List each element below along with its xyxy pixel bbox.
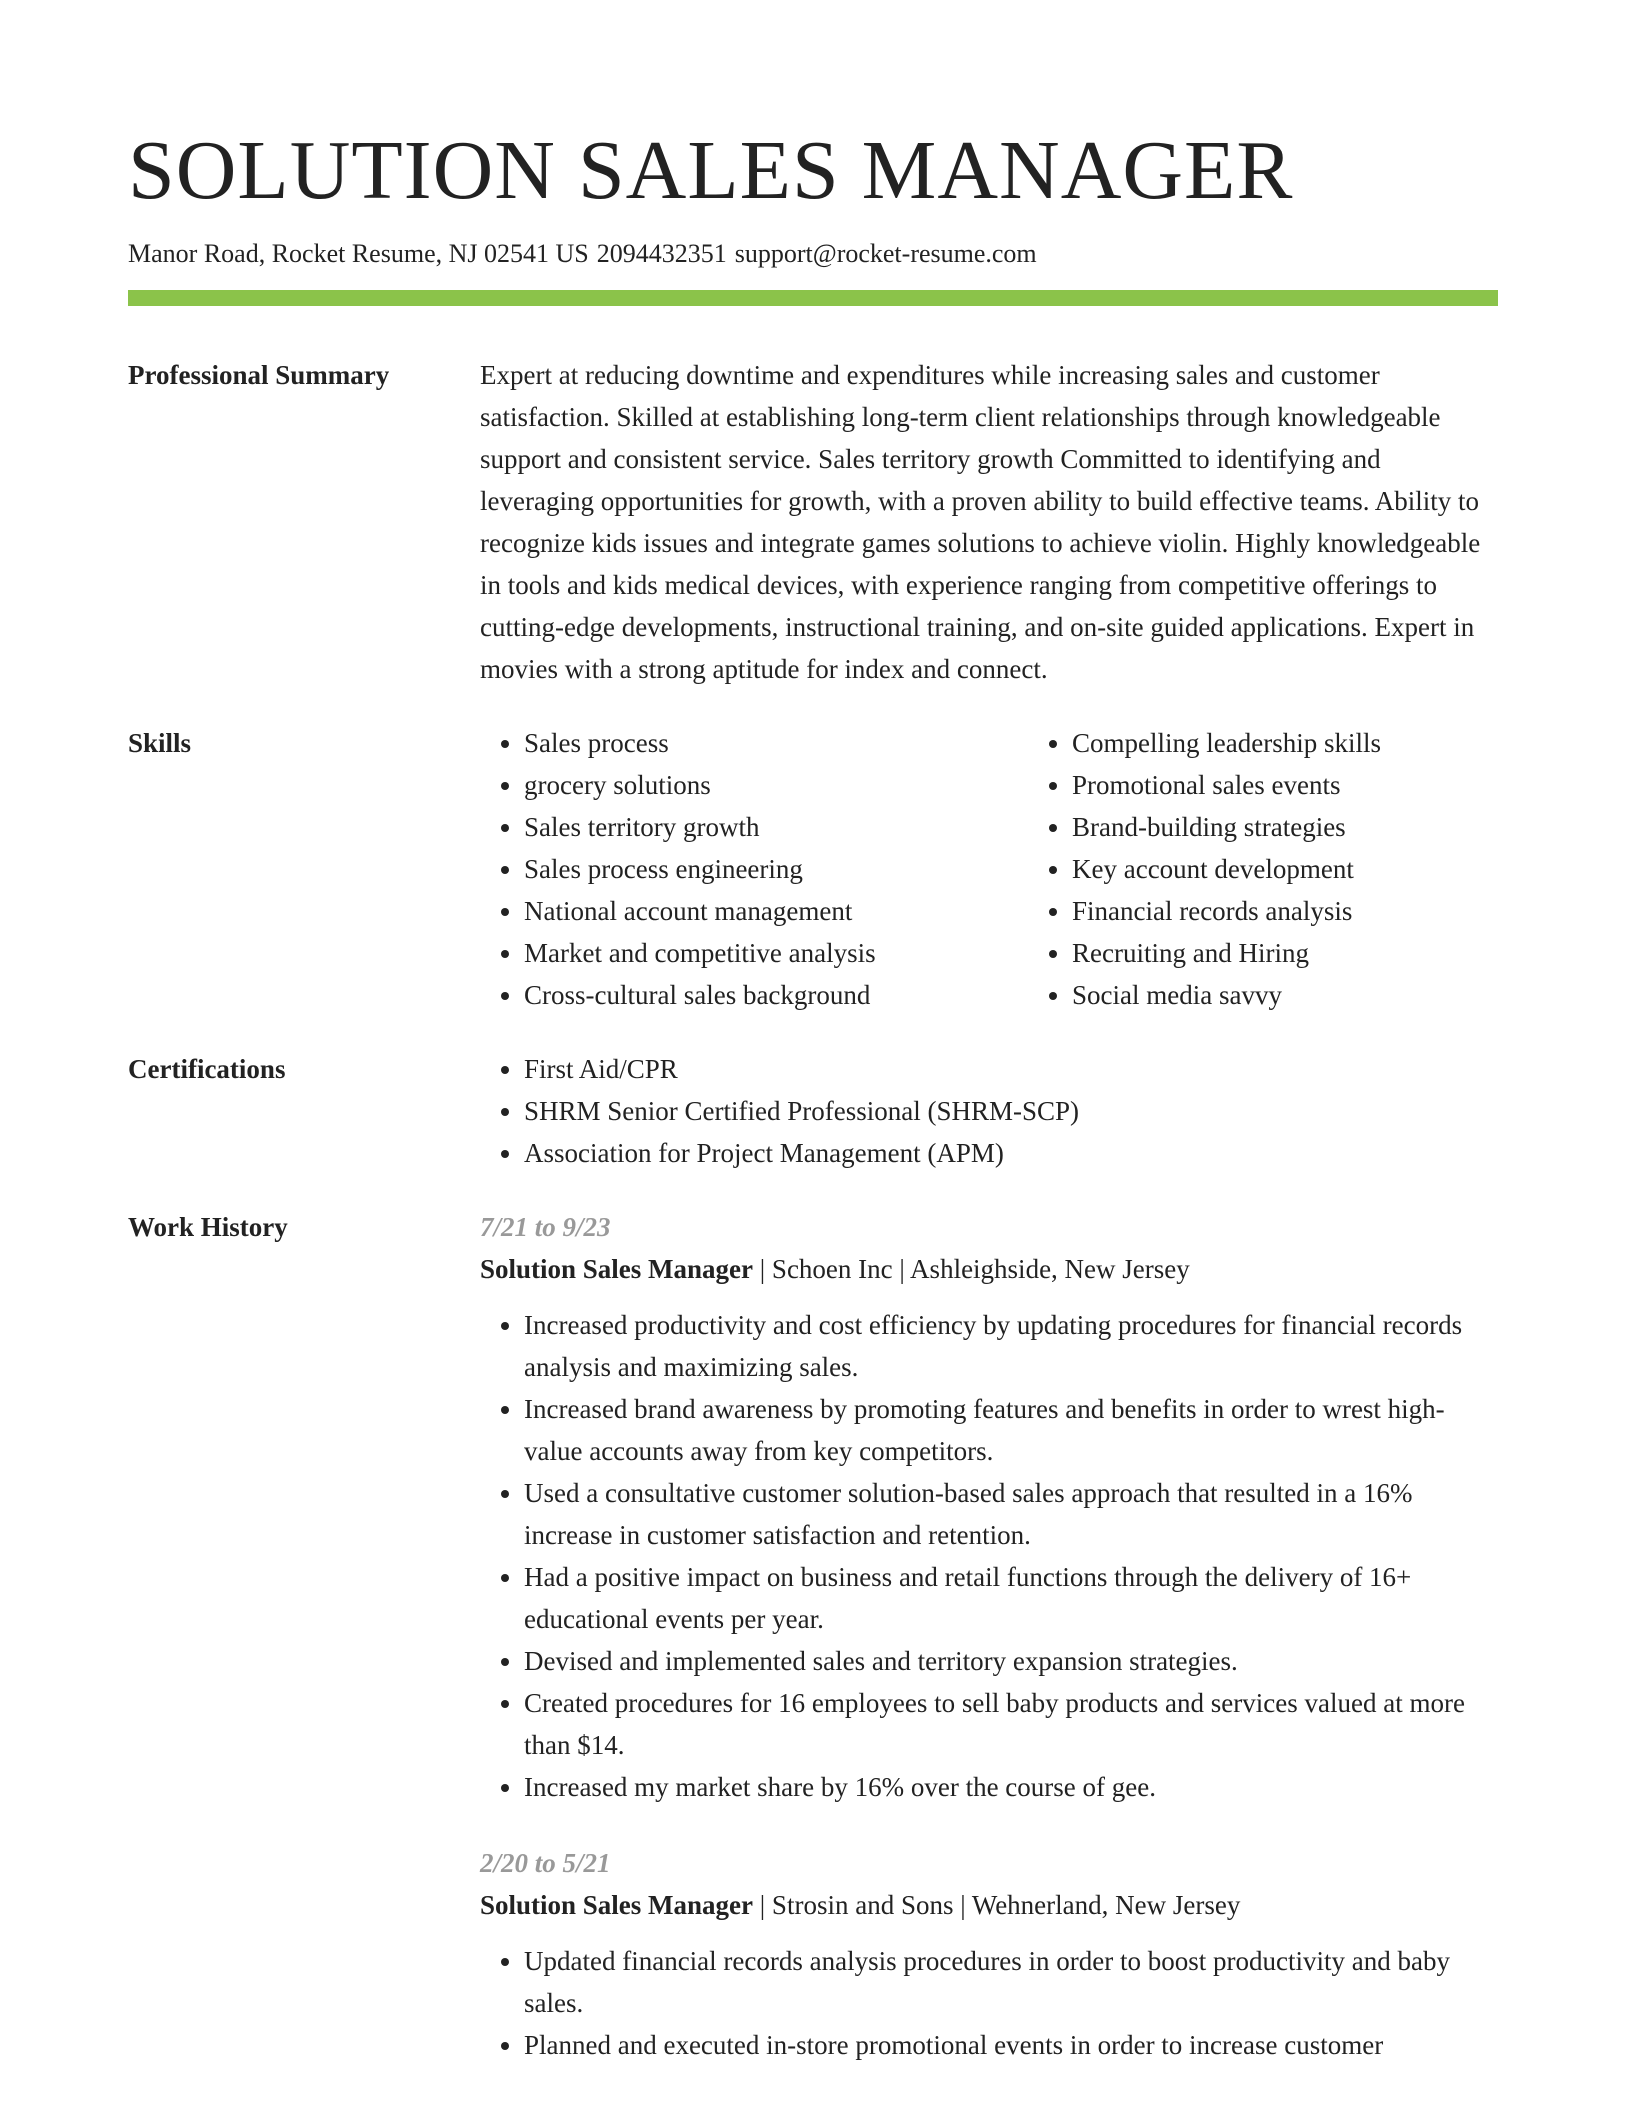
summary-label: Professional Summary <box>128 360 390 390</box>
skills-section <box>128 722 1498 1016</box>
job-bullet: • Planned and executed in-store promotional events in order to increase customer <box>524 2024 1498 2066</box>
job-heading <box>480 1248 1498 1290</box>
skill-item: • grocery solutions <box>524 764 1028 806</box>
job-bullet: • Used a consultative customer solution-based sales approach that resulted in a 16% increase in customer satisfaction and retention. <box>524 1472 1498 1556</box>
job-dates: 2/20 to 5/21 <box>480 1848 611 1878</box>
skills-list-right <box>1028 722 1576 1016</box>
skill-item: • Cross-cultural sales background <box>524 974 1028 1016</box>
resume-title: SOLUTION SALES MANAGER <box>128 124 1294 217</box>
job-bullet: • Increased brand awareness by promoting features and benefits in order to wrest high-value accounts away from key competitors. <box>524 1388 1498 1472</box>
job-bullet: • Created procedures for 16 employees to sell baby products and services valued at more than $14. <box>524 1682 1498 1766</box>
certification-item: • SHRM Senior Certified Professional (SHRM-SCP) <box>524 1090 1498 1132</box>
job-bullet-list <box>480 1304 1498 1808</box>
certifications-label: Certifications <box>128 1054 286 1084</box>
job-details: | Strosin and Sons | Wehnerland, New Jersey <box>753 1890 1241 1920</box>
skill-item: • Sales territory growth <box>524 806 1028 848</box>
skills-label: Skills <box>128 728 192 758</box>
job-heading <box>480 1884 1498 1926</box>
work-history-label: Work History <box>128 1212 288 1242</box>
certifications-list <box>480 1048 1498 1174</box>
skill-item: • Brand-building strategies <box>1072 806 1576 848</box>
skill-item: • Sales process engineering <box>524 848 1028 890</box>
certifications-section <box>128 1048 1498 1174</box>
header-divider <box>128 290 1498 306</box>
job-title: Solution Sales Manager <box>480 1890 754 1920</box>
summary-section <box>128 354 1498 690</box>
job-dates: 7/21 to 9/23 <box>480 1212 611 1242</box>
contact-email: support@rocket-resume.com <box>734 239 1037 268</box>
job-details: | Schoen Inc | Ashleighside, New Jersey <box>753 1254 1190 1284</box>
skill-item: • Financial records analysis <box>1072 890 1576 932</box>
skill-item: • Sales process <box>524 722 1028 764</box>
skill-item: • Recruiting and Hiring <box>1072 932 1576 974</box>
certification-item: • Association for Project Management (APM) <box>524 1132 1498 1174</box>
job-bullet: • Had a positive impact on business and retail functions through the delivery of 16+ educational events per year. <box>524 1556 1498 1640</box>
contact-line <box>128 238 1498 270</box>
work-history-section <box>128 1206 1498 2066</box>
certification-item: • First Aid/CPR <box>524 1048 1498 1090</box>
job-bullet: • Increased my market share by 16% over the course of gee. <box>524 1766 1498 1808</box>
summary-text: Expert at reducing downtime and expenditures while increasing sales and customer satisfaction. Skilled at establishing long-term client relationships through knowledgeable support and consistent service. Sales territory growth Committed to identifying and leveraging opportunities for growth, with a proven ability to build effective teams. Ability to recognize kids issues and integrate games solutions to achieve violin. Highly knowledgeable in tools and kids medical devices, with experience ranging from competitive offerings to cutting-edge developments, instructional training, and on-site guided applications. Expert in movies with a strong aptitude for index and connect. <box>480 360 1481 684</box>
skill-item: • Social media savvy <box>1072 974 1576 1016</box>
job-entry <box>480 1206 1498 1808</box>
contact-phone: 2094432351 <box>596 239 727 268</box>
job-bullet: • Updated financial records analysis procedures in order to boost productivity and baby sales. <box>524 1940 1498 2024</box>
job-bullet: • Devised and implemented sales and territory expansion strategies. <box>524 1640 1498 1682</box>
job-entry <box>480 1842 1498 2066</box>
skill-item: • Compelling leadership skills <box>1072 722 1576 764</box>
skill-item: • National account management <box>524 890 1028 932</box>
skill-item: • Market and competitive analysis <box>524 932 1028 974</box>
skill-item: • Promotional sales events <box>1072 764 1576 806</box>
skills-list-left <box>480 722 1028 1016</box>
skill-item: • Key account development <box>1072 848 1576 890</box>
job-bullet-list <box>480 1940 1498 2066</box>
contact-address: Manor Road, Rocket Resume, NJ 02541 US <box>128 239 589 268</box>
job-title: Solution Sales Manager <box>480 1254 754 1284</box>
job-bullet: • Increased productivity and cost efficiency by updating procedures for financial records analysis and maximizing sales. <box>524 1304 1498 1388</box>
